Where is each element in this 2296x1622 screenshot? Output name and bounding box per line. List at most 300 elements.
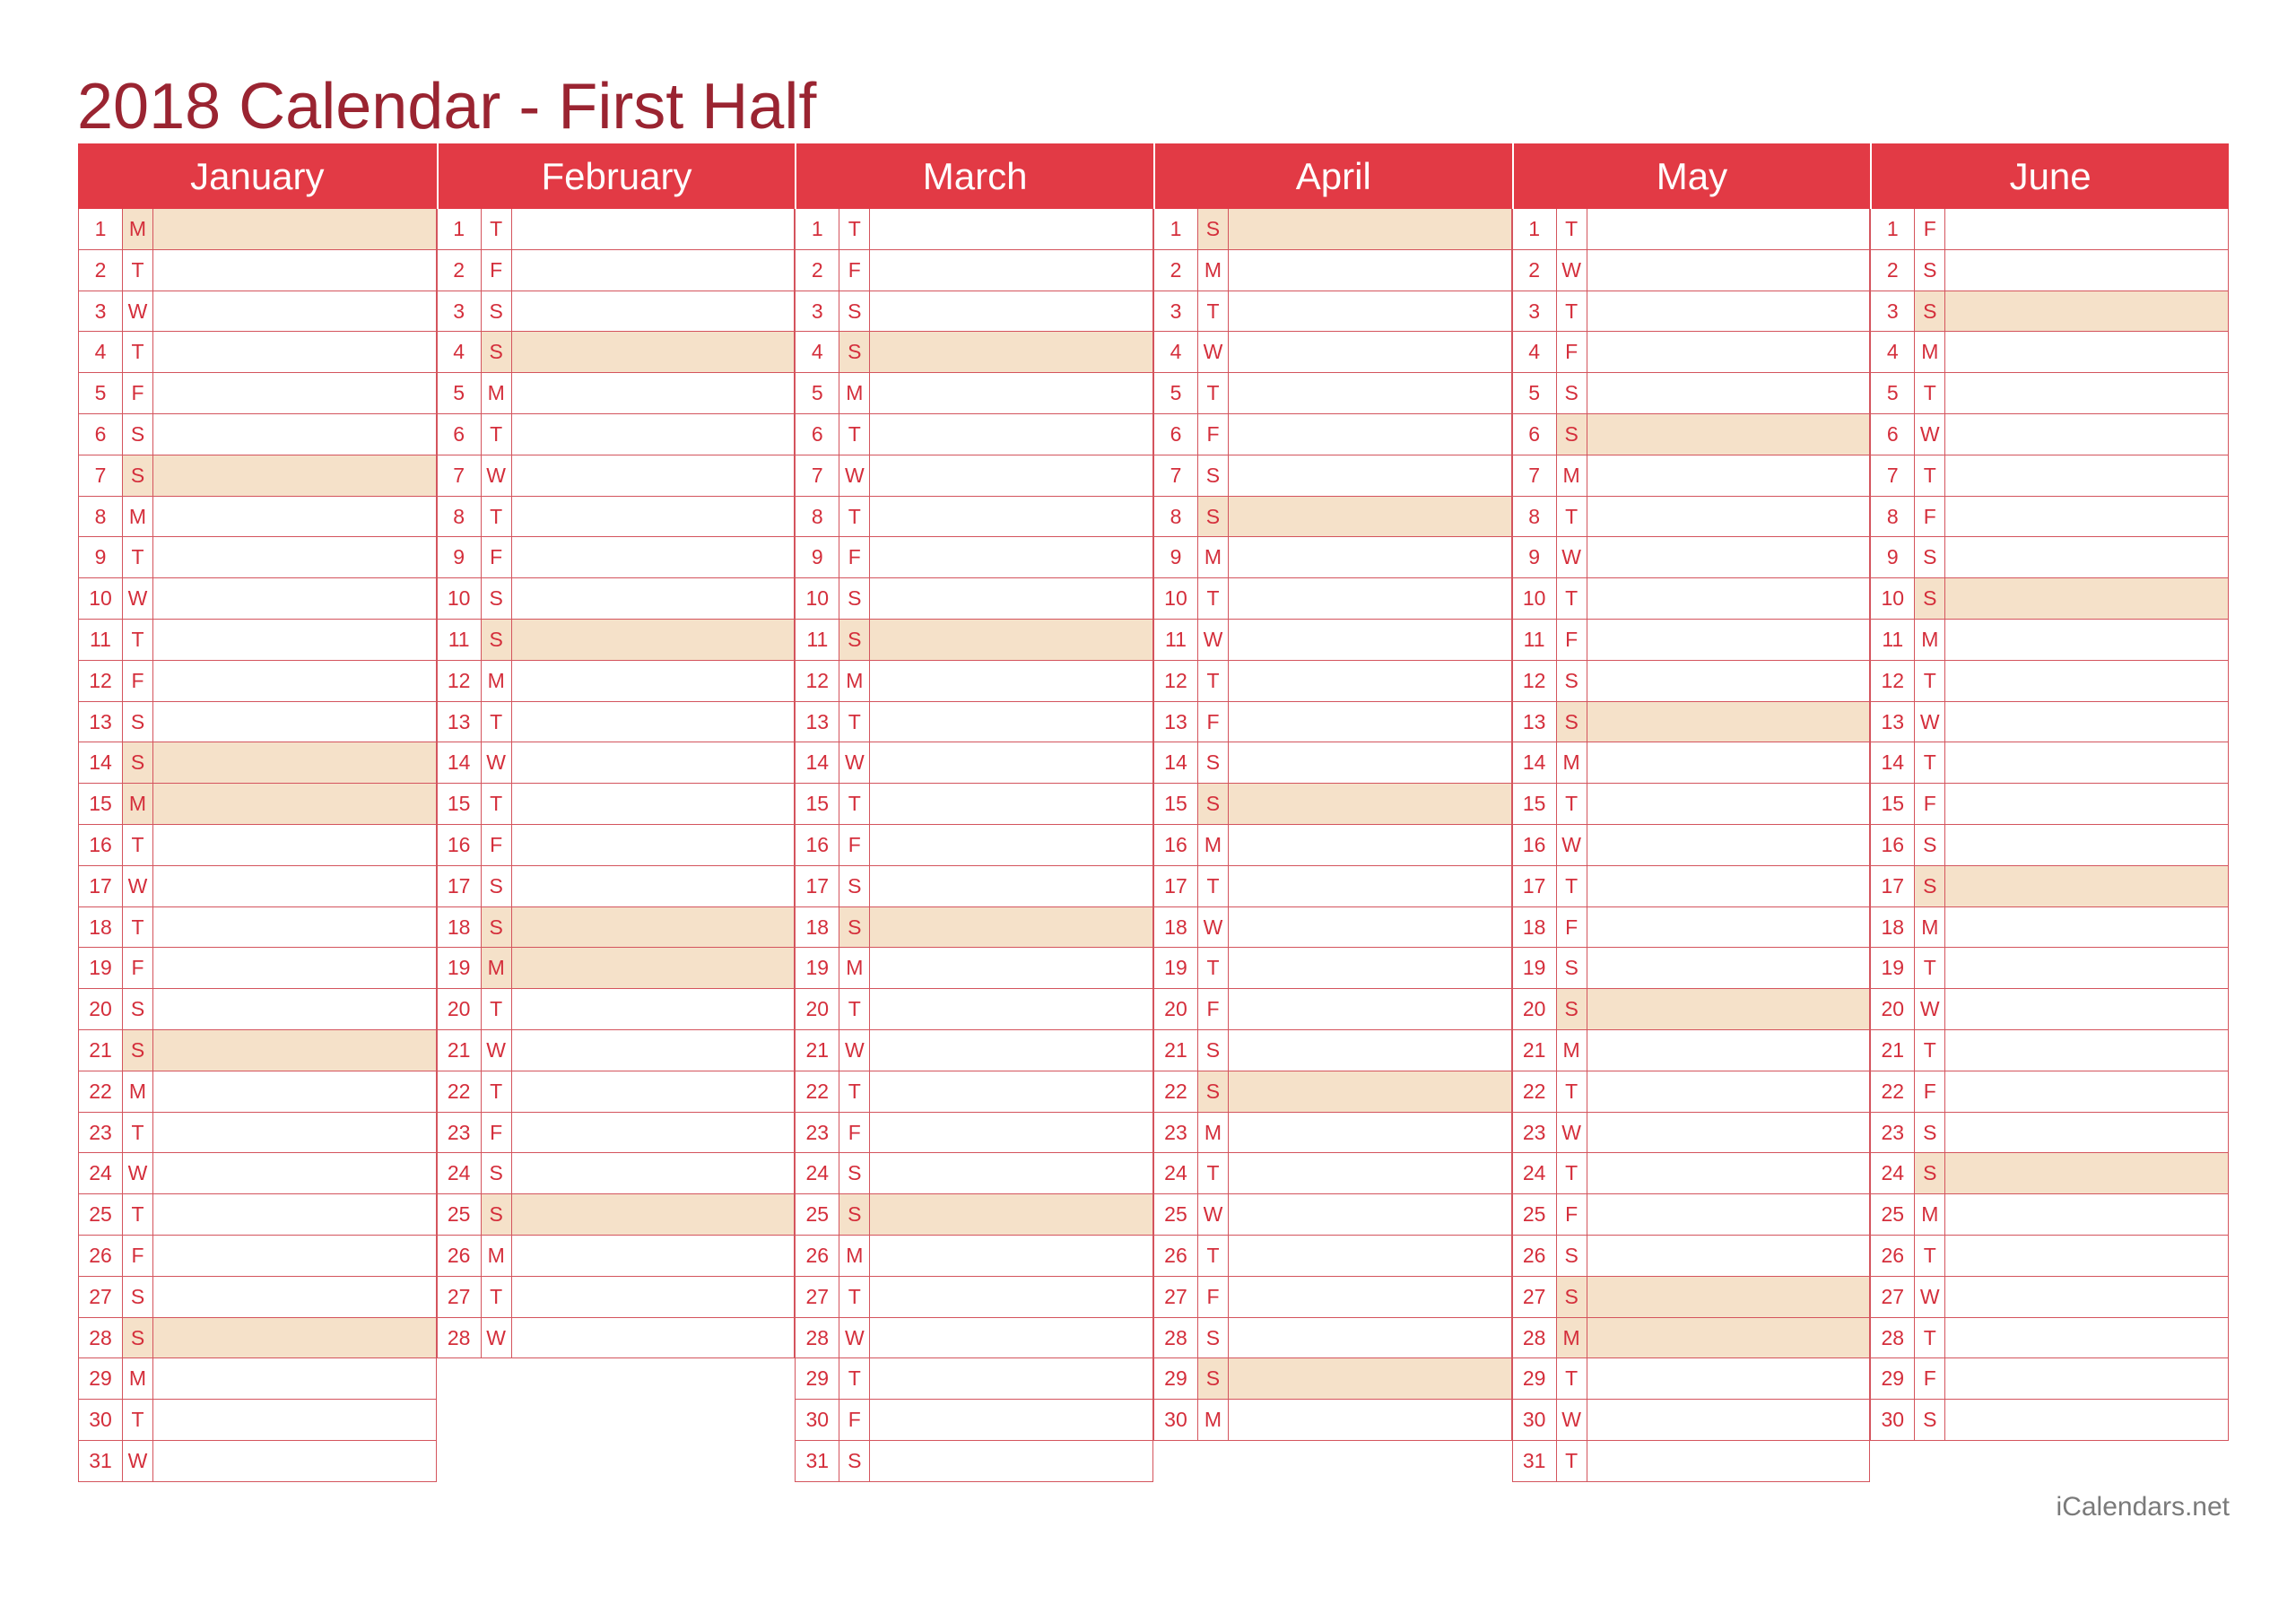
note-cell bbox=[512, 1153, 795, 1193]
note-cell bbox=[1945, 1400, 2228, 1440]
day-row bbox=[796, 414, 1152, 455]
day-row bbox=[796, 1153, 1152, 1194]
day-number: 3 bbox=[1513, 291, 1557, 332]
day-row bbox=[438, 1194, 795, 1236]
weekday-letter: F bbox=[123, 948, 153, 988]
day-row bbox=[1871, 1113, 2228, 1154]
note-cell bbox=[870, 373, 1152, 413]
page-title: 2018 Calendar - First Half bbox=[77, 71, 817, 143]
day-number: 19 bbox=[1154, 948, 1198, 988]
day-row bbox=[79, 1318, 436, 1359]
day-number: 15 bbox=[1513, 784, 1557, 824]
note-cell bbox=[870, 1236, 1152, 1276]
day-number: 2 bbox=[796, 250, 839, 291]
day-row bbox=[1871, 1153, 2228, 1194]
day-number: 15 bbox=[438, 784, 482, 824]
day-row bbox=[438, 1277, 795, 1318]
note-cell bbox=[153, 620, 436, 660]
day-row bbox=[79, 373, 436, 414]
day-row bbox=[438, 250, 795, 291]
note-cell bbox=[1229, 620, 1511, 660]
day-row bbox=[796, 620, 1152, 661]
day-row bbox=[79, 1400, 436, 1441]
weekday-letter: F bbox=[1915, 1358, 1945, 1399]
note-cell bbox=[1945, 1358, 2228, 1399]
day-number: 24 bbox=[796, 1153, 839, 1193]
note-cell bbox=[153, 1236, 436, 1276]
note-cell bbox=[1229, 497, 1511, 537]
day-number: 14 bbox=[1513, 742, 1557, 783]
note-cell bbox=[153, 661, 436, 701]
day-row bbox=[1871, 702, 2228, 743]
month-header: May bbox=[1512, 143, 1871, 209]
weekday-letter: T bbox=[1915, 742, 1945, 783]
note-cell bbox=[153, 291, 436, 332]
weekday-letter: T bbox=[482, 1071, 512, 1112]
day-row bbox=[1871, 1318, 2228, 1359]
day-row bbox=[79, 1194, 436, 1236]
day-number: 10 bbox=[796, 578, 839, 619]
day-number: 15 bbox=[1871, 784, 1915, 824]
day-row bbox=[796, 784, 1152, 825]
note-cell bbox=[1945, 578, 2228, 619]
note-cell bbox=[870, 455, 1152, 496]
day-number: 17 bbox=[1513, 866, 1557, 906]
weekday-letter: F bbox=[123, 1236, 153, 1276]
month-column-february bbox=[437, 143, 796, 1482]
day-number: 6 bbox=[1154, 414, 1198, 455]
day-row bbox=[1513, 948, 1870, 989]
day-row bbox=[1154, 1358, 1511, 1400]
day-number: 8 bbox=[1154, 497, 1198, 537]
note-cell bbox=[1945, 948, 2228, 988]
day-row bbox=[438, 291, 795, 333]
note-cell bbox=[153, 1194, 436, 1235]
day-row bbox=[1154, 1236, 1511, 1277]
day-number: 31 bbox=[1513, 1441, 1557, 1481]
note-cell bbox=[870, 1358, 1152, 1399]
note-cell bbox=[1229, 414, 1511, 455]
note-cell bbox=[512, 578, 795, 619]
day-number: 3 bbox=[438, 291, 482, 332]
day-number: 14 bbox=[79, 742, 123, 783]
note-cell bbox=[153, 948, 436, 988]
day-number: 20 bbox=[1513, 989, 1557, 1029]
day-number: 13 bbox=[1871, 702, 1915, 742]
weekday-letter: M bbox=[1198, 250, 1229, 291]
weekday-letter: T bbox=[1557, 1358, 1587, 1399]
note-cell bbox=[153, 1441, 436, 1481]
day-row bbox=[1871, 1277, 2228, 1318]
day-row bbox=[438, 702, 795, 743]
note-cell bbox=[512, 291, 795, 332]
weekday-letter: F bbox=[123, 373, 153, 413]
note-cell bbox=[1587, 537, 1870, 577]
day-row bbox=[79, 1030, 436, 1071]
day-row bbox=[79, 1153, 436, 1194]
day-row bbox=[1513, 742, 1870, 784]
weekday-letter: T bbox=[123, 620, 153, 660]
day-number: 9 bbox=[1871, 537, 1915, 577]
day-row bbox=[438, 620, 795, 661]
note-cell bbox=[153, 578, 436, 619]
weekday-letter: T bbox=[1198, 291, 1229, 332]
day-number: 21 bbox=[438, 1030, 482, 1071]
day-row bbox=[79, 332, 436, 373]
note-cell bbox=[153, 784, 436, 824]
note-cell bbox=[153, 332, 436, 372]
weekday-letter: F bbox=[482, 825, 512, 865]
note-cell bbox=[870, 332, 1152, 372]
note-cell bbox=[512, 989, 795, 1029]
weekday-letter: F bbox=[1557, 332, 1587, 372]
note-cell bbox=[1587, 1277, 1870, 1317]
note-cell bbox=[1945, 1318, 2228, 1358]
note-cell bbox=[153, 1153, 436, 1193]
day-row bbox=[1871, 866, 2228, 907]
weekday-letter: M bbox=[482, 1236, 512, 1276]
weekday-letter: W bbox=[123, 291, 153, 332]
day-number: 1 bbox=[1871, 209, 1915, 249]
note-cell bbox=[870, 250, 1152, 291]
note-cell bbox=[153, 497, 436, 537]
day-number: 1 bbox=[796, 209, 839, 249]
day-row bbox=[1871, 578, 2228, 620]
day-row bbox=[438, 1030, 795, 1071]
note-cell bbox=[1229, 1236, 1511, 1276]
weekday-letter: T bbox=[1557, 866, 1587, 906]
day-number: 1 bbox=[79, 209, 123, 249]
month-header: January bbox=[78, 143, 437, 209]
day-number: 6 bbox=[796, 414, 839, 455]
day-number: 23 bbox=[438, 1113, 482, 1153]
day-row bbox=[1513, 497, 1870, 538]
note-cell bbox=[1945, 537, 2228, 577]
weekday-letter: S bbox=[1557, 373, 1587, 413]
note-cell bbox=[153, 1071, 436, 1112]
month-column-june bbox=[1870, 143, 2229, 1482]
note-cell bbox=[512, 537, 795, 577]
day-number: 16 bbox=[1513, 825, 1557, 865]
note-cell bbox=[153, 907, 436, 948]
day-number: 1 bbox=[1154, 209, 1198, 249]
month-column-march bbox=[795, 143, 1153, 1482]
note-cell bbox=[1587, 1441, 1870, 1481]
day-number: 21 bbox=[1871, 1030, 1915, 1071]
note-cell bbox=[870, 1400, 1152, 1440]
month-header: April bbox=[1153, 143, 1512, 209]
weekday-letter: T bbox=[123, 537, 153, 577]
day-number: 4 bbox=[1513, 332, 1557, 372]
day-number: 30 bbox=[796, 1400, 839, 1440]
day-number: 25 bbox=[796, 1194, 839, 1235]
weekday-letter: F bbox=[1915, 784, 1945, 824]
day-number: 26 bbox=[1154, 1236, 1198, 1276]
note-cell bbox=[1229, 1358, 1511, 1399]
note-cell bbox=[512, 1071, 795, 1112]
note-cell bbox=[870, 907, 1152, 948]
note-cell bbox=[1945, 1113, 2228, 1153]
note-cell bbox=[870, 661, 1152, 701]
day-row bbox=[438, 455, 795, 497]
day-row bbox=[79, 537, 436, 578]
weekday-letter: M bbox=[482, 373, 512, 413]
day-number: 20 bbox=[1154, 989, 1198, 1029]
weekday-letter: S bbox=[839, 907, 870, 948]
note-cell bbox=[1229, 907, 1511, 948]
note-cell bbox=[1945, 742, 2228, 783]
day-row bbox=[79, 702, 436, 743]
day-number: 23 bbox=[796, 1113, 839, 1153]
note-cell bbox=[1229, 825, 1511, 865]
day-number: 2 bbox=[1513, 250, 1557, 291]
day-row bbox=[79, 414, 436, 455]
note-cell bbox=[870, 702, 1152, 742]
note-cell bbox=[870, 578, 1152, 619]
day-row bbox=[1871, 1236, 2228, 1277]
weekday-letter: S bbox=[123, 742, 153, 783]
day-row bbox=[438, 948, 795, 989]
weekday-letter: S bbox=[1198, 742, 1229, 783]
day-number: 24 bbox=[1154, 1153, 1198, 1193]
weekday-letter: T bbox=[1198, 1236, 1229, 1276]
note-cell bbox=[512, 784, 795, 824]
day-number: 26 bbox=[1513, 1236, 1557, 1276]
day-row bbox=[438, 497, 795, 538]
day-number: 7 bbox=[79, 455, 123, 496]
day-row bbox=[438, 1236, 795, 1277]
day-number: 3 bbox=[1871, 291, 1915, 332]
weekday-letter: S bbox=[482, 1194, 512, 1235]
day-row bbox=[1871, 989, 2228, 1030]
note-cell bbox=[512, 661, 795, 701]
weekday-letter: F bbox=[482, 250, 512, 291]
weekday-letter: T bbox=[839, 497, 870, 537]
weekday-letter: T bbox=[482, 1277, 512, 1317]
note-cell bbox=[512, 1030, 795, 1071]
month-header: June bbox=[1870, 143, 2229, 209]
day-number: 19 bbox=[79, 948, 123, 988]
note-cell bbox=[512, 414, 795, 455]
day-row bbox=[796, 661, 1152, 702]
weekday-letter: S bbox=[1915, 866, 1945, 906]
day-number: 21 bbox=[79, 1030, 123, 1071]
day-row bbox=[1154, 455, 1511, 497]
day-row bbox=[1513, 825, 1870, 866]
day-number: 18 bbox=[1871, 907, 1915, 948]
day-number: 5 bbox=[1871, 373, 1915, 413]
weekday-letter: T bbox=[1198, 1153, 1229, 1193]
note-cell bbox=[1945, 620, 2228, 660]
calendar-grid bbox=[78, 143, 2229, 1482]
day-row bbox=[1513, 1277, 1870, 1318]
day-number: 12 bbox=[796, 661, 839, 701]
weekday-letter: S bbox=[123, 702, 153, 742]
weekday-letter: S bbox=[1198, 1030, 1229, 1071]
day-row bbox=[79, 620, 436, 661]
weekday-letter: M bbox=[839, 1236, 870, 1276]
weekday-letter: S bbox=[1557, 661, 1587, 701]
weekday-letter: T bbox=[839, 784, 870, 824]
day-number: 16 bbox=[438, 825, 482, 865]
day-row bbox=[1154, 825, 1511, 866]
weekday-letter: T bbox=[839, 1071, 870, 1112]
note-cell bbox=[870, 1113, 1152, 1153]
day-row bbox=[438, 784, 795, 825]
day-row bbox=[796, 578, 1152, 620]
weekday-letter: S bbox=[1915, 825, 1945, 865]
day-number: 28 bbox=[1871, 1318, 1915, 1358]
day-row bbox=[79, 742, 436, 784]
note-cell bbox=[153, 414, 436, 455]
day-number: 27 bbox=[1513, 1277, 1557, 1317]
day-row bbox=[1154, 291, 1511, 333]
day-number: 12 bbox=[1154, 661, 1198, 701]
day-row bbox=[796, 866, 1152, 907]
note-cell bbox=[1587, 1236, 1870, 1276]
weekday-letter: T bbox=[1198, 373, 1229, 413]
weekday-letter: M bbox=[1198, 537, 1229, 577]
day-row bbox=[1871, 332, 2228, 373]
note-cell bbox=[870, 414, 1152, 455]
weekday-letter: M bbox=[839, 373, 870, 413]
day-row bbox=[1154, 702, 1511, 743]
weekday-letter: M bbox=[123, 497, 153, 537]
note-cell bbox=[153, 1400, 436, 1440]
day-number: 8 bbox=[1513, 497, 1557, 537]
day-row bbox=[796, 497, 1152, 538]
day-row bbox=[79, 291, 436, 333]
note-cell bbox=[1945, 373, 2228, 413]
note-cell bbox=[1587, 1358, 1870, 1399]
weekday-letter: S bbox=[482, 578, 512, 619]
day-row bbox=[1871, 414, 2228, 455]
note-cell bbox=[1945, 1071, 2228, 1112]
note-cell bbox=[1945, 291, 2228, 332]
day-number: 5 bbox=[438, 373, 482, 413]
note-cell bbox=[1229, 578, 1511, 619]
weekday-letter: M bbox=[1915, 907, 1945, 948]
day-row bbox=[79, 866, 436, 907]
day-number: 16 bbox=[79, 825, 123, 865]
note-cell bbox=[1587, 250, 1870, 291]
day-row bbox=[1513, 989, 1870, 1030]
note-cell bbox=[870, 1441, 1152, 1481]
day-row bbox=[1513, 414, 1870, 455]
weekday-letter: T bbox=[1915, 455, 1945, 496]
day-number: 13 bbox=[1513, 702, 1557, 742]
day-row bbox=[79, 1277, 436, 1318]
day-row bbox=[1513, 1030, 1870, 1071]
day-row bbox=[79, 250, 436, 291]
note-cell bbox=[153, 1277, 436, 1317]
note-cell bbox=[1587, 1153, 1870, 1193]
weekday-letter: T bbox=[123, 332, 153, 372]
day-row bbox=[1154, 373, 1511, 414]
note-cell bbox=[870, 209, 1152, 249]
note-cell bbox=[1945, 702, 2228, 742]
note-cell bbox=[1587, 948, 1870, 988]
weekday-letter: S bbox=[839, 1153, 870, 1193]
weekday-letter: F bbox=[482, 537, 512, 577]
month-header: March bbox=[795, 143, 1153, 209]
weekday-letter: W bbox=[1198, 907, 1229, 948]
day-number: 8 bbox=[1871, 497, 1915, 537]
day-number: 23 bbox=[79, 1113, 123, 1153]
note-cell bbox=[512, 1113, 795, 1153]
note-cell bbox=[1587, 291, 1870, 332]
weekday-letter: T bbox=[1915, 373, 1945, 413]
day-number: 9 bbox=[1513, 537, 1557, 577]
day-number: 4 bbox=[438, 332, 482, 372]
note-cell bbox=[512, 250, 795, 291]
weekday-letter: W bbox=[1557, 537, 1587, 577]
note-cell bbox=[1945, 661, 2228, 701]
note-cell bbox=[870, 989, 1152, 1029]
note-cell bbox=[512, 209, 795, 249]
day-row bbox=[79, 1113, 436, 1154]
note-cell bbox=[1229, 1318, 1511, 1358]
weekday-letter: S bbox=[1198, 497, 1229, 537]
day-number: 4 bbox=[1871, 332, 1915, 372]
day-number: 19 bbox=[438, 948, 482, 988]
weekday-letter: F bbox=[1198, 702, 1229, 742]
note-cell bbox=[1229, 784, 1511, 824]
weekday-letter: F bbox=[839, 250, 870, 291]
day-number: 2 bbox=[438, 250, 482, 291]
weekday-letter: S bbox=[123, 1318, 153, 1358]
day-row bbox=[438, 373, 795, 414]
day-row bbox=[1154, 989, 1511, 1030]
note-cell bbox=[512, 825, 795, 865]
note-cell bbox=[1229, 332, 1511, 372]
day-number: 8 bbox=[438, 497, 482, 537]
note-cell bbox=[1587, 373, 1870, 413]
day-number: 13 bbox=[79, 702, 123, 742]
weekday-letter: F bbox=[1915, 209, 1945, 249]
weekday-letter: W bbox=[1198, 1194, 1229, 1235]
day-row bbox=[1871, 742, 2228, 784]
day-number: 14 bbox=[438, 742, 482, 783]
note-cell bbox=[153, 989, 436, 1029]
day-number: 7 bbox=[796, 455, 839, 496]
day-number: 26 bbox=[438, 1236, 482, 1276]
day-number: 30 bbox=[79, 1400, 123, 1440]
day-number: 28 bbox=[1513, 1318, 1557, 1358]
day-number: 12 bbox=[1513, 661, 1557, 701]
day-row bbox=[79, 1441, 436, 1482]
weekday-letter: M bbox=[1915, 620, 1945, 660]
day-number: 25 bbox=[1513, 1194, 1557, 1235]
weekday-letter: M bbox=[482, 948, 512, 988]
weekday-letter: W bbox=[839, 455, 870, 496]
weekday-letter: W bbox=[123, 866, 153, 906]
note-cell bbox=[153, 742, 436, 783]
day-number: 17 bbox=[796, 866, 839, 906]
note-cell bbox=[512, 948, 795, 988]
weekday-letter: T bbox=[839, 989, 870, 1029]
day-row bbox=[1871, 250, 2228, 291]
day-row bbox=[1871, 784, 2228, 825]
day-number: 24 bbox=[1871, 1153, 1915, 1193]
note-cell bbox=[870, 825, 1152, 865]
day-row bbox=[1513, 1358, 1870, 1400]
weekday-letter: S bbox=[1915, 250, 1945, 291]
note-cell bbox=[153, 1030, 436, 1071]
weekday-letter: T bbox=[482, 784, 512, 824]
day-row bbox=[796, 907, 1152, 949]
day-number: 14 bbox=[796, 742, 839, 783]
